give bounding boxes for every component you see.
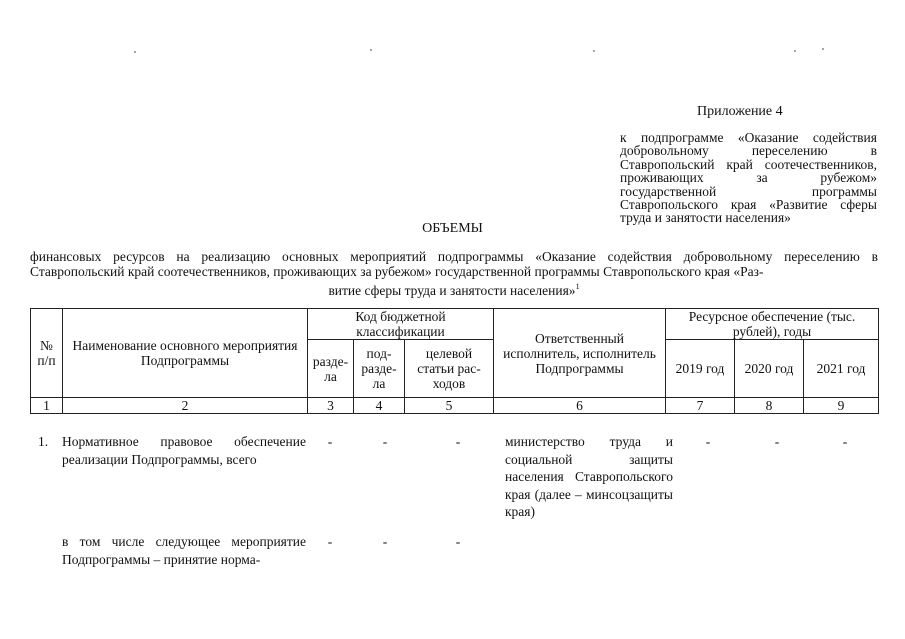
column-number: 2 [63,398,308,414]
footnote-mark: 1 [575,282,580,291]
row-2-target: - [455,534,461,549]
document-title: ОБЪЕМЫ [422,221,483,236]
row-2-subsection: - [382,534,388,549]
row-1-subsection: - [382,434,388,449]
header-responsible: Ответственный исполнитель, исполнитель Подпрограммы [494,309,666,398]
column-number: 9 [804,398,879,414]
row-2-name: в том числе следующее мероприятие Подпрограммы – принятие норма- [62,534,306,567]
header-resources: Ресурсное обеспечение (тыс. рублей), годы [666,309,879,340]
column-number: 6 [494,398,666,414]
column-number: 4 [354,398,405,414]
row-1-section: - [327,434,333,449]
header-subsection: под-разде-ла [354,340,405,398]
row-1-target: - [455,434,461,449]
header-2020: 2020 год [735,340,804,398]
document-description [30,249,878,298]
header-2021: 2021 год [804,340,879,398]
scan-speck [593,50,595,52]
row-1-name: Нормативное правовое обеспечение реализации Подпрограммы, всего [62,434,306,467]
scan-speck [794,50,796,52]
header-2019: 2019 год [666,340,735,398]
header-num: № п/п [31,309,63,398]
column-number: 3 [308,398,354,414]
column-number: 8 [735,398,804,414]
header-section: разде-ла [308,340,354,398]
scan-speck [134,51,136,53]
scan-speck [822,48,824,50]
row-1-responsible: министерство труда и социальной защиты населения Ставропольского края (далее – минсоцзащиты края) [505,434,673,519]
resources-table-header [30,308,879,414]
header-budget-code: Код бюджетной классификации [308,309,494,340]
row-1-num: 1. [38,434,49,449]
description-text: финансовых ресурсов на реализацию основных мероприятий подпрограммы «Оказание содействия добровольному переселению в Ставропольский край соотечественников, проживающих за рубежом» государственной программы Ставропольского края «Раз- [30,249,878,279]
column-number: 7 [666,398,735,414]
row-1-2021: - [842,434,848,449]
column-number: 5 [405,398,494,414]
row-1-2020: - [774,434,780,449]
appendix-label: Приложение 4 [697,104,783,119]
header-target: целевой статьи рас-ходов [405,340,494,398]
appendix-subtitle: к подпрограмме «Оказание содействия добровольному переселению в Ставропольский край соотечественников, проживающих за рубежом» государственной программы Ставропольского края «Развитие сферы труда и занятости населения» [620,130,877,226]
description-last-line: витие сферы труда и занятости населения»$^1$ [328,282,580,298]
row-2-section: - [327,534,333,549]
row-1-2019: - [705,434,711,449]
column-number: 1 [31,398,63,414]
header-name: Наименование основного мероприятия Подпрограммы [63,309,308,398]
scan-speck [370,49,372,51]
